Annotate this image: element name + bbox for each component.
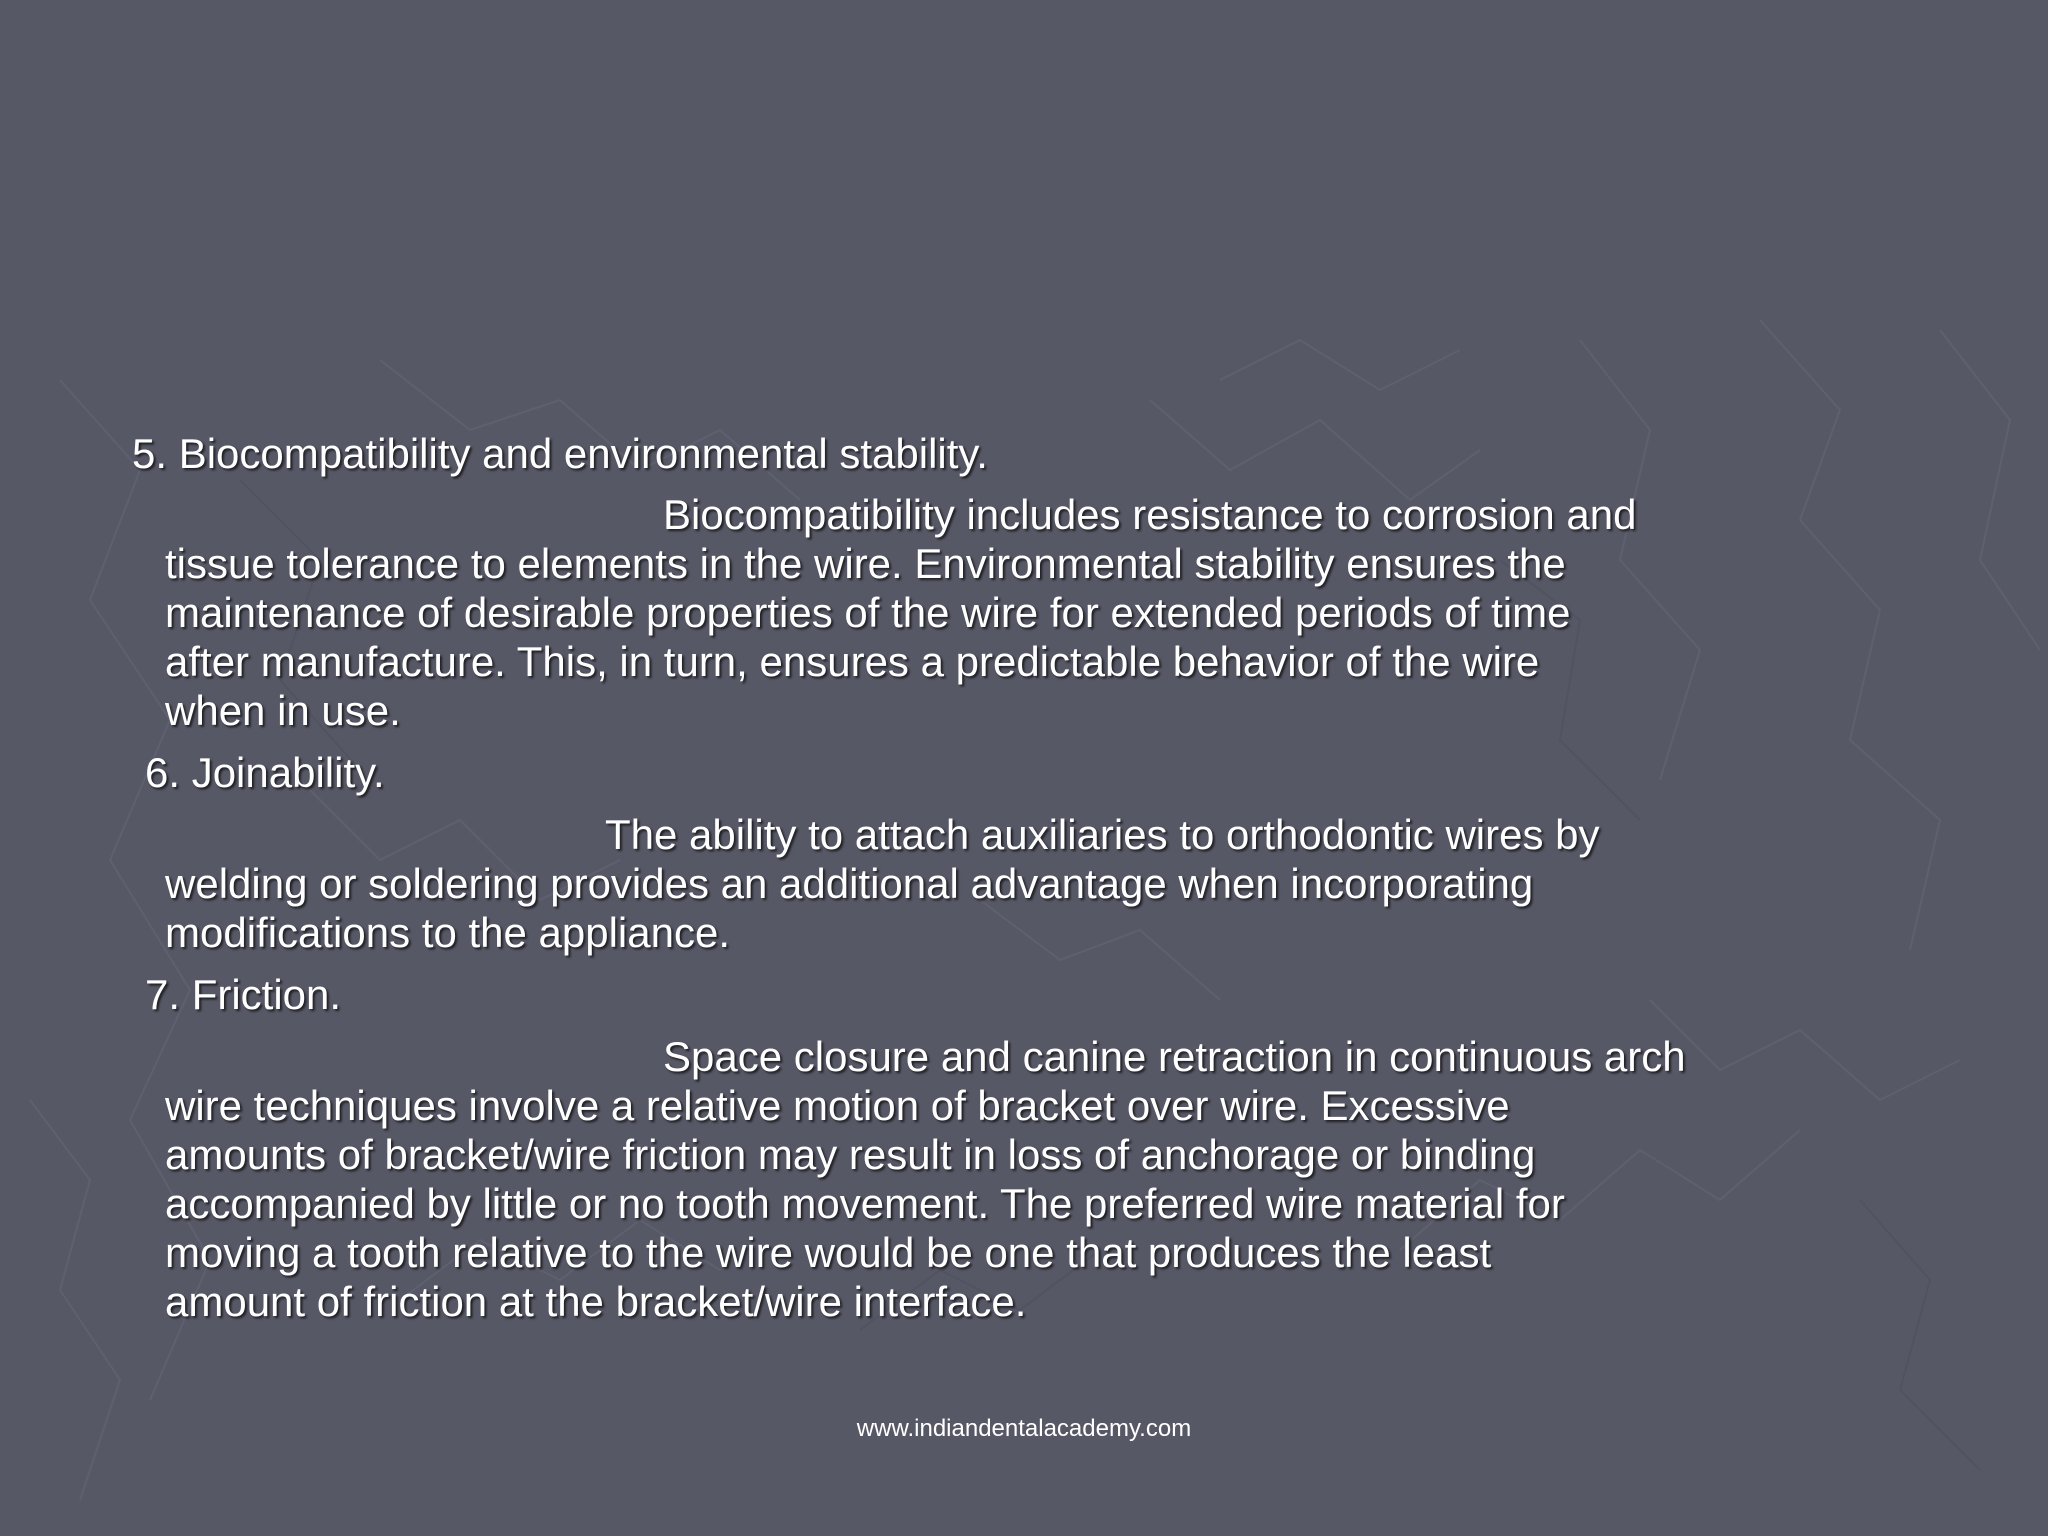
paragraph-line: The ability to attach auxiliaries to orthodontic wires by — [605, 811, 1600, 858]
paragraph-line: tissue tolerance to elements in the wire. Environmental stability ensures the — [165, 540, 1566, 587]
paragraph-line: wire techniques involve a relative motion of bracket over wire. Excessive — [165, 1082, 1510, 1129]
paragraph-line: maintenance of desirable properties of the wire for extended periods of time — [165, 589, 1571, 636]
section-heading-biocompatibility: 5. Biocompatibility and environmental stability. — [132, 430, 988, 477]
paragraph-line: welding or soldering provides an additional advantage when incorporating — [165, 860, 1534, 907]
paragraph-line: amounts of bracket/wire friction may result in loss of anchorage or binding — [165, 1131, 1536, 1178]
paragraph-line: Space closure and canine retraction in continuous arch — [663, 1033, 1686, 1080]
section-heading-friction: 7. Friction. — [145, 971, 342, 1018]
paragraph-line: moving a tooth relative to the wire would be one that produces the least — [165, 1229, 1492, 1276]
paragraph-line: after manufacture. This, in turn, ensures a predictable behavior of the wire — [165, 638, 1540, 685]
section-paragraph-joinability — [165, 810, 1600, 957]
paragraph-line: when in use. — [165, 687, 401, 734]
paragraph-line: Biocompatibility includes resistance to corrosion and — [663, 491, 1637, 538]
footer-website-url: www.indiandentalacademy.com — [856, 1415, 1192, 1442]
section-paragraph-friction — [165, 1032, 1686, 1326]
paragraph-line: accompanied by little or no tooth movement. The preferred wire material for — [165, 1180, 1565, 1227]
paragraph-line: modifications to the appliance. — [165, 909, 731, 956]
section-heading-joinability: 6. Joinability. — [145, 749, 385, 796]
section-paragraph-biocompatibility — [165, 490, 1637, 735]
paragraph-line: amount of friction at the bracket/wire interface. — [165, 1278, 1027, 1325]
